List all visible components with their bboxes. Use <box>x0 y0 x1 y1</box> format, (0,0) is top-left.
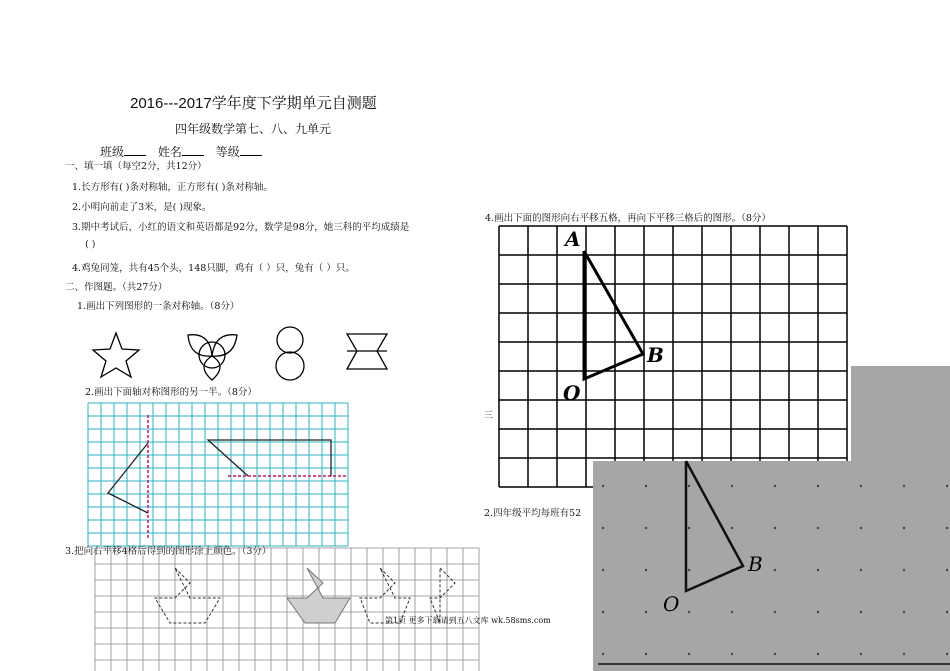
translation-grid <box>95 548 480 671</box>
scanned-dot-grid <box>593 366 950 671</box>
trefoil-shape <box>188 335 237 380</box>
question-1-3: 3.期中考试后，小红的语文和英语都是92分，数学是98分，她三科的平均成绩是 <box>72 222 410 233</box>
label-o: O <box>563 381 581 405</box>
question-2-4: 4.画出下面的图形向右平移五格，再向下平移三格后的图形。（8分） <box>485 213 771 224</box>
question-1-1: 1.长方形有( )条对称轴，正方形有( )条对称轴。 <box>72 182 273 193</box>
figure-eight-shape <box>276 327 304 380</box>
star-shape <box>93 333 139 377</box>
class-label: 班级 <box>100 145 125 159</box>
question-1-2: 2.小明向前走了3米，是( )现象。 <box>72 202 212 213</box>
boat-outline-1 <box>155 568 220 623</box>
question-1-3-blank: ( ) <box>85 239 96 250</box>
boat-shaded <box>287 568 350 623</box>
document-title: 2016---2017学年度下学期单元自测题 <box>130 95 377 112</box>
symmetry-grid <box>88 403 353 545</box>
name-label: 姓名 <box>157 145 182 159</box>
section3-heading-fragment: 三 <box>484 411 494 421</box>
document-subtitle: 四年级数学第七、八、九单元 <box>175 122 332 136</box>
section1-heading: 一、填一填（每空2分，共12分） <box>65 161 207 172</box>
question-2-1: 1.画出下列图形的一条对称轴。（8分） <box>77 301 240 312</box>
section3-q2-fragment: 2.四年级平均每班有52 <box>484 508 582 519</box>
scan-label-b: B <box>748 552 763 576</box>
question-2-2: 2.画出下面轴对称图形的另一半。（8分） <box>85 387 257 398</box>
scan-label-o: O <box>663 592 680 616</box>
label-b: B <box>647 343 664 367</box>
question-1-4: 4.鸡兔同笼，共有45个头，148只脚，鸡有（ ）只，兔有（ ）只。 <box>72 263 355 274</box>
question-2-3: 3.把向右平移4格后得到的图形涂上颜色。（3分） <box>65 546 272 557</box>
section2-heading: 二、作图题。（共27分） <box>65 282 168 293</box>
label-a: A <box>565 227 581 251</box>
page-footer: 第1页 更多下载请到五八文库 wk.58sms.com <box>385 616 551 625</box>
grade-label: 等级 <box>215 145 240 159</box>
